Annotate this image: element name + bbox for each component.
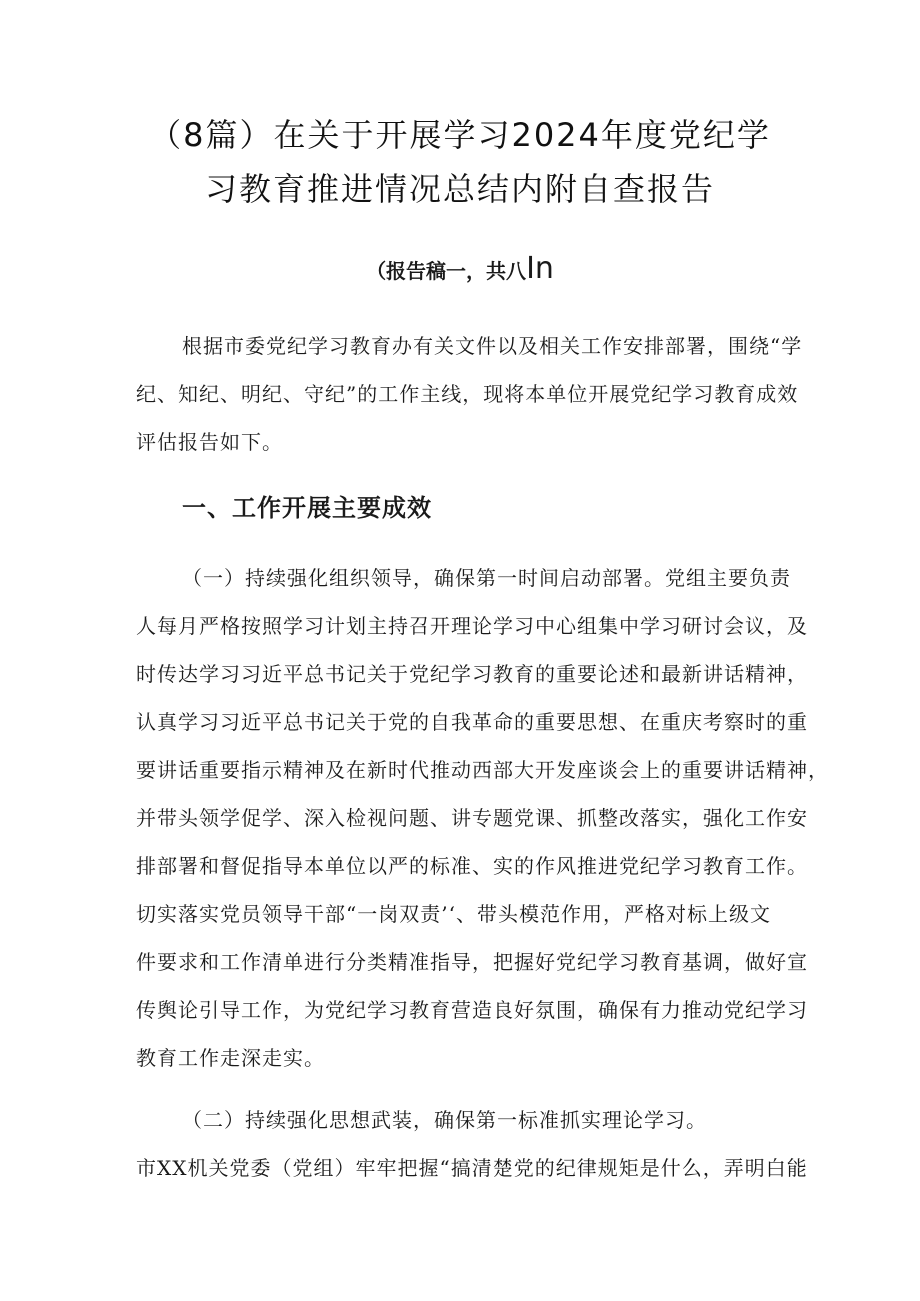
text-line: 市XX机关党委（党组）牢牢把握“搞清楚党的纪律规矩是什么，弄明白能 (136, 1156, 808, 1180)
text-line: 纪、知纪、明纪、守纪”的工作主线，现将本单位开展党纪学习教育成效 (136, 382, 799, 406)
text-line: 切实落实党员领导干部“一岗双责’‘、带头模范作用，严格对标上级文 (136, 902, 771, 926)
text-line: 并带头领学促学、深入检视问题、讲专题党课、抓整改落实，强化工作安 (136, 806, 808, 830)
text-line: （二）持续强化思想武装，确保第一标准抓实理论学习。 (182, 1108, 707, 1132)
text-line: 评估报告如下。 (136, 430, 283, 454)
title-line-1: （8篇）在关于开展学习2024年度党纪学 (149, 116, 771, 154)
intro-paragraph (136, 322, 803, 466)
document-title (100, 108, 820, 216)
subtitle-suffix: In (526, 251, 554, 286)
text-line: 排部署和督促指导本单位以严的标准、实的作风推进党纪学习教育工作。 (136, 854, 808, 878)
text-line: （一）持续强化组织领导，确保第一时间启动部署。党组主要负责 (182, 566, 791, 590)
paragraph-2 (136, 1096, 808, 1192)
text-line: 件要求和工作清单进行分类精准指导，把握好党纪学习教育基调，做好宣 (136, 950, 808, 974)
section-heading: 一、工作开展主要成效 (182, 494, 432, 522)
text-line: 根据市委党纪学习教育办有关文件以及相关工作安排部署，围绕“学 (182, 334, 803, 358)
text-line: 传舆论引导工作，为党纪学习教育营造良好氛围，确保有力推动党纪学习 (136, 998, 808, 1022)
text-line: 教育工作走深走实。 (136, 1046, 325, 1070)
document-subtitle (0, 251, 920, 286)
subtitle-text: （报告稿一，共八 (366, 259, 527, 283)
text-line: 认真学习习近平总书记关于党的自我革命的重要思想、在重庆考察时的重 (136, 710, 808, 734)
title-line-2: 习教育推进情况总结内附自查报告 (204, 170, 715, 208)
text-line: 人每月严格按照学习计划主持召开理论学习中心组集中学习研讨会议，及 (136, 614, 808, 638)
text-line: 时传达学习习近平总书记关于党纪学习教育的重要论述和最新讲话精神， (136, 662, 808, 686)
text-line: 要讲话重要指示精神及在新时代推动西部大开发座谈会上的重要讲话精神， (136, 758, 829, 782)
paragraph-1 (136, 554, 829, 1082)
